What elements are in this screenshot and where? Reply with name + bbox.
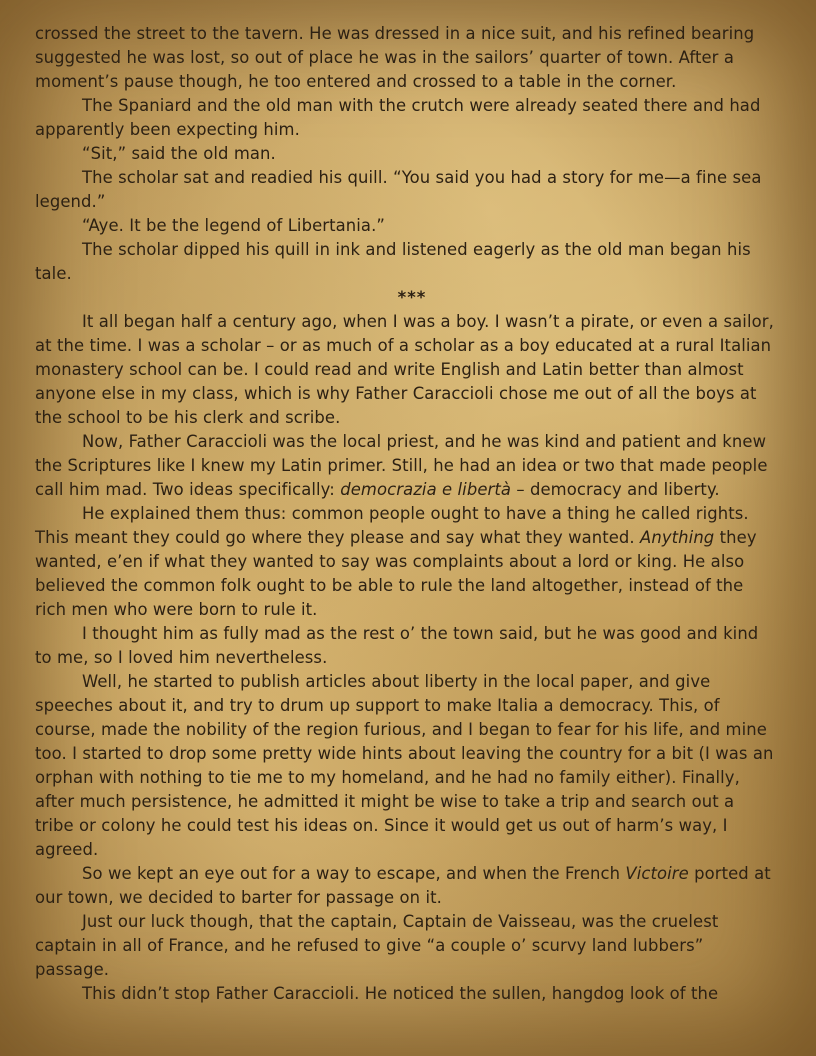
story-text [35,22,777,1006]
paragraph: The Spaniard and the old man with the crutch were already seated there and had apparently been expecting him. [35,96,761,139]
paragraph-text: ported at our town, we decided to barter for passage on it. [35,864,771,907]
paragraph: It all began half a century ago, when I was a boy. I wasn’t a pirate, or even a sailor, at the time. I was a scholar – or as much of a scholar as a boy educated at a rural Italian monastery school can be. I could read and write English and Latin better than almost anyone else in my class, which is why Father Caraccioli chose me out of all the boys at the school to be his clerk and scribe. [35,312,774,427]
paragraph [35,862,777,910]
paragraph-text: So we kept an eye out for a way to escape, and when the French [82,864,626,883]
paragraph: The scholar sat and readied his quill. “You said you had a story for me—a fine sea legend.” [35,168,762,211]
paragraph-text: He explained them thus: common people ought to have a thing he called rights. This meant they could go where they please and say what they wanted. [35,504,749,547]
italic-phrase: democrazia e libertà [340,480,512,499]
paragraph: crossed the street to the tavern. He was dressed in a nice suit, and his refined bearing suggested he was lost, so out of place he was in the sailors’ quarter of town. After a moment’s pause though, he too entered and crossed to a table in the corner. [35,24,755,91]
italic-phrase: Anything [640,528,715,547]
paragraph [35,430,777,502]
paragraph [35,502,777,622]
paragraph: I thought him as fully mad as the rest o’ the town said, but he was good and kind to me, so I loved him nevertheless. [35,624,759,667]
paragraph-text: Now, Father Caraccioli was the local priest, and he was kind and patient and knew the Scriptures like I knew my Latin primer. Still, he had an idea or two that made people call him mad. Two ideas specifically: [35,432,768,499]
paragraph: Well, he started to publish articles about liberty in the local paper, and give speeches about it, and try to drum up support to make Italia a democracy. This, of course, made the nobility of the region furious, and I began to fear for his life, and mine too. I started to drop some pretty wide hints about leaving the country for a bit (I was an orphan with nothing to tie me to my homeland, and he had no family either). Finally, after much persistence, he admitted it might be wise to take a trip and search out a tribe or colony he could test his ideas on. Since it would get us out of harm’s way, I agreed. [35,672,774,859]
paragraph-text: they wanted, e’en if what they wanted to say was complaints about a lord or king. He also believed the common folk ought to be able to rule the land altogether, instead of the rich men who were born to rule it. [35,528,757,619]
paragraph: This didn’t stop Father Caraccioli. He noticed the sullen, hangdog look of the [82,984,719,1003]
paragraph: “Aye. It be the legend of Libertania.” [82,216,385,235]
paragraph-text: – democracy and liberty. [511,480,720,499]
section-separator: *** [397,288,427,307]
paragraph: “Sit,” said the old man. [82,144,276,163]
italic-phrase: Victoire [625,864,689,883]
paragraph: The scholar dipped his quill in ink and listened eagerly as the old man began his tale. [35,240,751,283]
paragraph: Just our luck though, that the captain, Captain de Vaisseau, was the cruelest captain in all of France, and he refused to give “a couple o’ scurvy land lubbers” passage. [35,912,719,979]
